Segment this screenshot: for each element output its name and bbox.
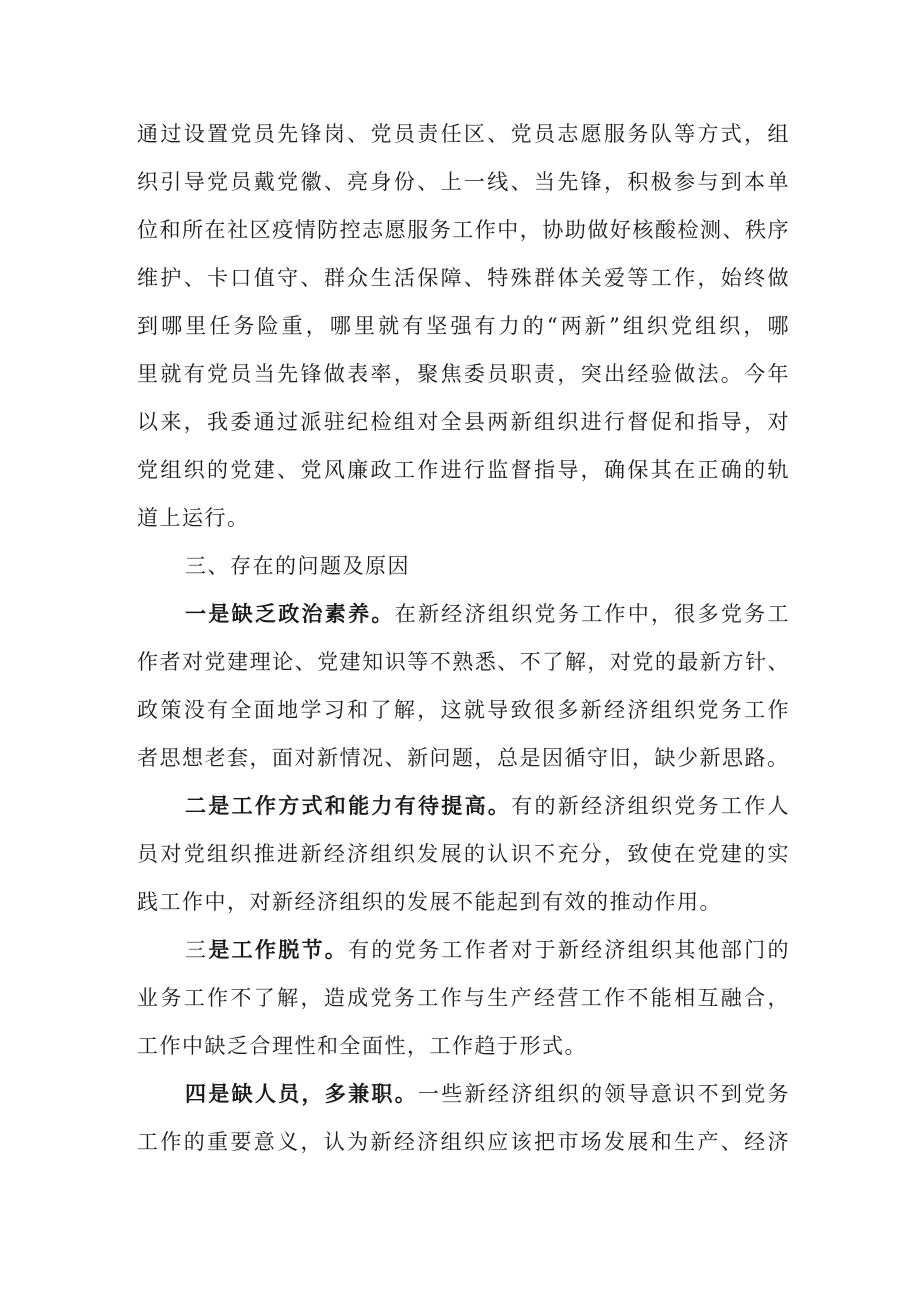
text-line: 业务工作不了解，造成党务工作与生产经营工作不能相互融合， xyxy=(137,986,790,1010)
text-line xyxy=(137,926,790,974)
text-line: 工作的重要意义，认为新经济组织应该把市场发展和生产、经济 xyxy=(137,1130,790,1154)
text-line: 工作中缺乏合理性和全面性，工作趋于形式。 xyxy=(137,1034,587,1058)
text-line xyxy=(137,782,790,830)
point-title: 二是工作方式和能力有待提高。 xyxy=(185,794,512,818)
text-line xyxy=(137,590,790,638)
point-title: 一是缺乏政治素养。 xyxy=(185,602,395,626)
text-line: 政策没有全面地学习和了解，这就导致很多新经济组织党务工作 xyxy=(137,698,790,722)
text-line xyxy=(137,1070,790,1118)
text-line: 里就有党员当先锋做表率，聚焦委员职责，突出经验做法。今年 xyxy=(137,362,790,386)
paragraph-point-2 xyxy=(137,782,790,926)
text-line: 员对党组织推进新经济组织发展的认识不充分，致使在党建的实 xyxy=(137,842,790,866)
text-line: 织引导党员戴党徽、亮身份、上一线、当先锋，积极参与到本单 xyxy=(137,170,790,194)
text-line: 位和所在社区疫情防控志愿服务工作中，协助做好核酸检测、秩序 xyxy=(137,218,790,242)
text-line: 党组织的党建、党风廉政工作进行监督指导，确保其在正确的轨 xyxy=(137,458,790,482)
text-line: 通过设置党员先锋岗、党员责任区、党员志愿服务队等方式，组 xyxy=(137,122,790,146)
text-line: 践工作中，对新经济组织的发展不能起到有效的推动作用。 xyxy=(137,890,722,914)
text-line: 道上运行。 xyxy=(137,506,250,530)
point-title: 是工作脱节。 xyxy=(208,938,349,962)
text-line: 维护、卡口值守、群众生活保障、特殊群体关爱等工作，始终做 xyxy=(137,266,790,290)
point-text: 一些新经济组织的领导意识不到党务 xyxy=(418,1082,790,1106)
point-text: 在新经济组织党务工作中，很多党务工 xyxy=(394,602,791,626)
text-line: 者思想老套，面对新情况、新问题，总是因循守旧，缺少新思路。 xyxy=(137,746,790,770)
text-line: 以来，我委通过派驻纪检组对全县两新组织进行督促和指导，对 xyxy=(137,410,790,434)
text-line: 到哪里任务险重，哪里就有坚强有力的“两新”组织党组织，哪 xyxy=(137,314,790,338)
point-text: 有的党务工作者对于新经济组织其他部门的 xyxy=(348,938,791,962)
section-heading: 三、存在的问题及原因 xyxy=(185,554,410,578)
document-body xyxy=(137,110,790,1166)
paragraph-point-3 xyxy=(137,926,790,1070)
point-title-prefix: 三 xyxy=(185,938,209,962)
point-title: 四是缺人员，多兼职。 xyxy=(185,1082,418,1106)
text-line: 作者对党建理论、党建知识等不熟悉、不了解，对党的最新方针、 xyxy=(137,650,790,674)
paragraph-volunteer-service xyxy=(137,110,790,542)
paragraph-point-1 xyxy=(137,590,790,782)
point-text: 有的新经济组织党务工作人 xyxy=(511,794,791,818)
paragraph-point-4 xyxy=(137,1070,790,1166)
